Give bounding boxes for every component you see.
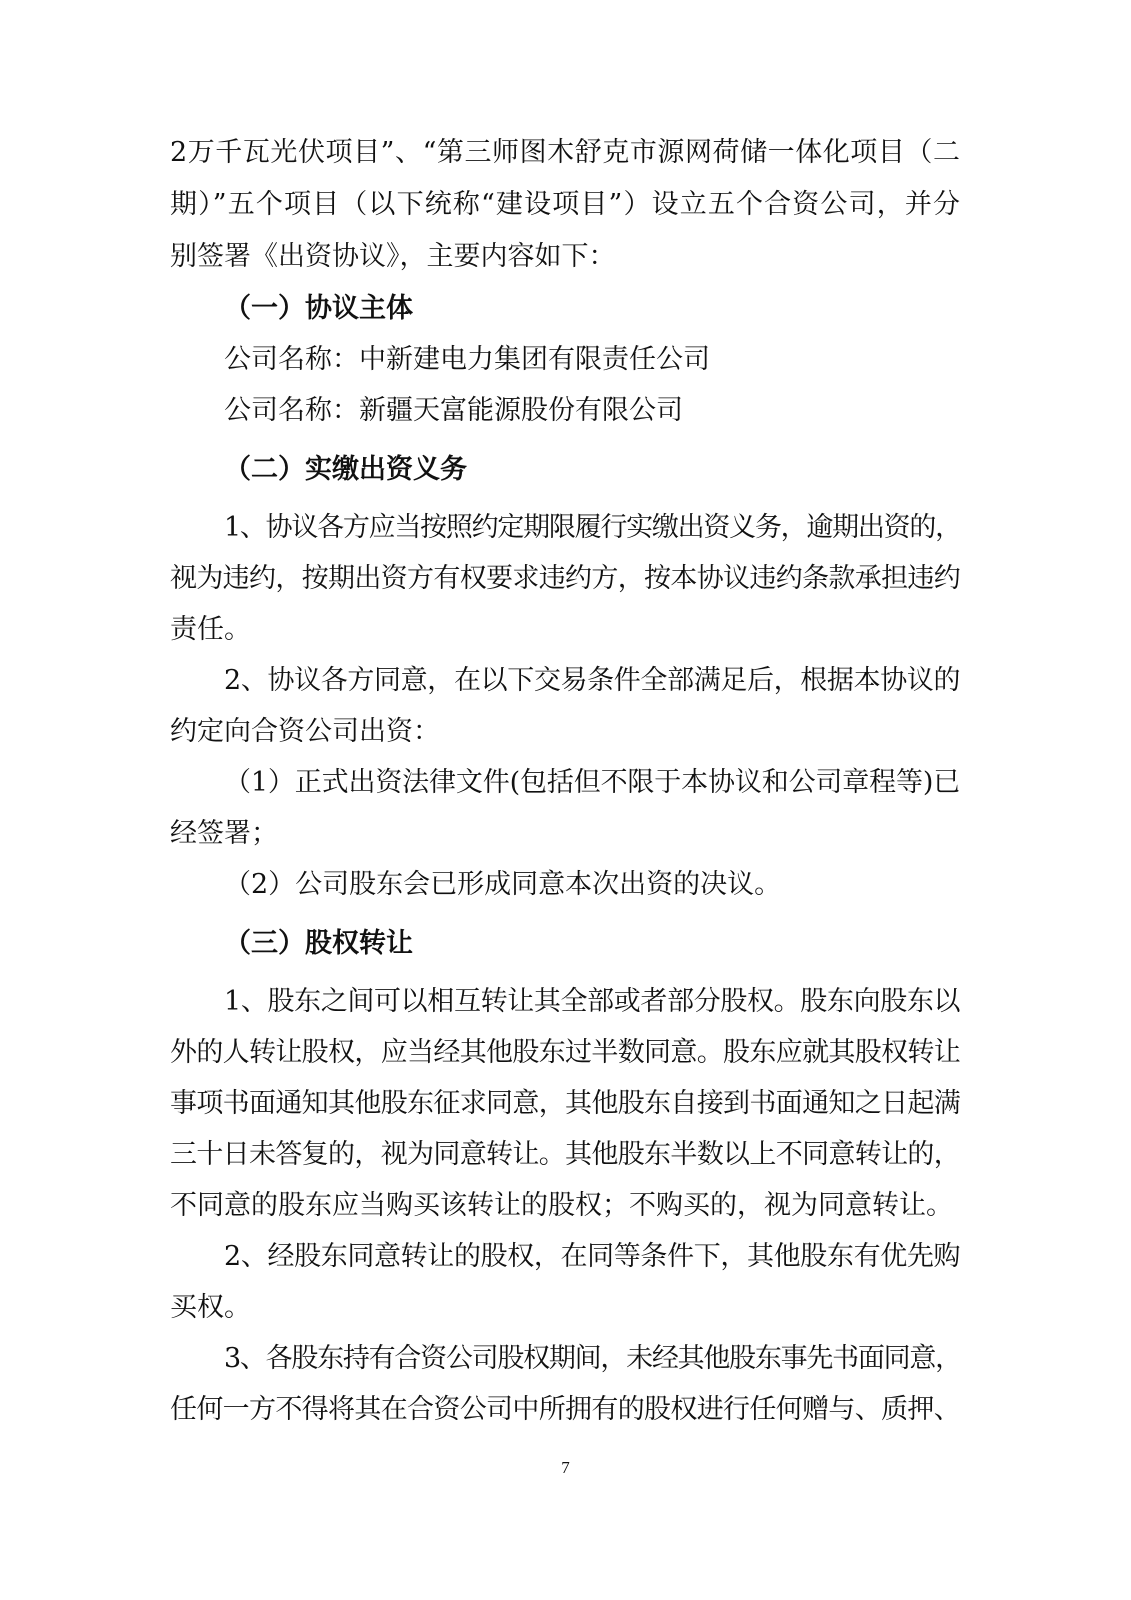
contribution-item-1-line-2: 视为违约，按期出资方有权要求违约方，按本协议违约条款承担违约 <box>170 563 960 594</box>
condition-1-line-1: （1）正式出资法律文件(包括但不限于本协议和公司章程等)已 <box>224 767 960 798</box>
condition-1-line-2: 经签署； <box>170 818 278 849</box>
condition-2-line-1: （2）公司股东会已形成同意本次出资的决议。 <box>224 869 782 900</box>
transfer-item-1-line-3: 事项书面通知其他股东征求同意，其他股东自接到书面通知之日起满 <box>170 1088 960 1119</box>
transfer-item-2-line-2: 买权。 <box>170 1292 251 1323</box>
transfer-item-1-line-2: 外的人转让股权，应当经其他股东过半数同意。股东应就其股权转让 <box>170 1037 960 1068</box>
intro-line-1: 2万千瓦光伏项目”、“第三师图木舒克市源网荷储一体化项目（二 <box>170 137 960 168</box>
transfer-item-1-line-1: 1、股东之间可以相互转让其全部或者部分股权。股东向股东以 <box>224 986 960 1017</box>
contribution-item-1-line-1: 1、协议各方应当按照约定期限履行实缴出资义务，逾期出资的， <box>224 512 961 543</box>
section-heading-equity-transfer: （三）股权转让 <box>224 928 413 959</box>
transfer-item-3-line-1: 3、各股东持有合资公司股权期间，未经其他股东事先书面同意， <box>224 1343 961 1374</box>
section-heading-parties: （一）协议主体 <box>224 293 413 324</box>
contribution-item-2-line-2: 约定向合资公司出资： <box>170 716 440 747</box>
transfer-item-3-line-2: 任何一方不得将其在合资公司中所拥有的股权进行任何赠与、质押、 <box>170 1394 960 1425</box>
section-heading-capital-contribution: （二）实缴出资义务 <box>224 454 467 485</box>
page-number: 7 <box>561 1458 570 1477</box>
intro-line-2: 期）”五个项目（以下统称“建设项目”）设立五个合资公司，并分 <box>170 189 960 220</box>
intro-line-3: 别签署《出资协议》，主要内容如下： <box>170 241 616 272</box>
transfer-item-1-line-4: 三十日未答复的，视为同意转让。其他股东半数以上不同意转让的， <box>170 1139 960 1170</box>
contribution-item-1-line-3: 责任。 <box>170 614 251 645</box>
transfer-item-2-line-1: 2、经股东同意转让的股权，在同等条件下，其他股东有优先购 <box>224 1241 960 1272</box>
transfer-item-1-line-5: 不同意的股东应当购买该转让的股权；不购买的，视为同意转让。 <box>170 1190 953 1221</box>
party-name-1: 公司名称：中新建电力集团有限责任公司 <box>224 344 710 375</box>
contribution-item-2-line-1: 2、协议各方同意，在以下交易条件全部满足后，根据本协议的 <box>224 665 960 696</box>
party-name-2: 公司名称：新疆天富能源股份有限公司 <box>224 395 683 426</box>
